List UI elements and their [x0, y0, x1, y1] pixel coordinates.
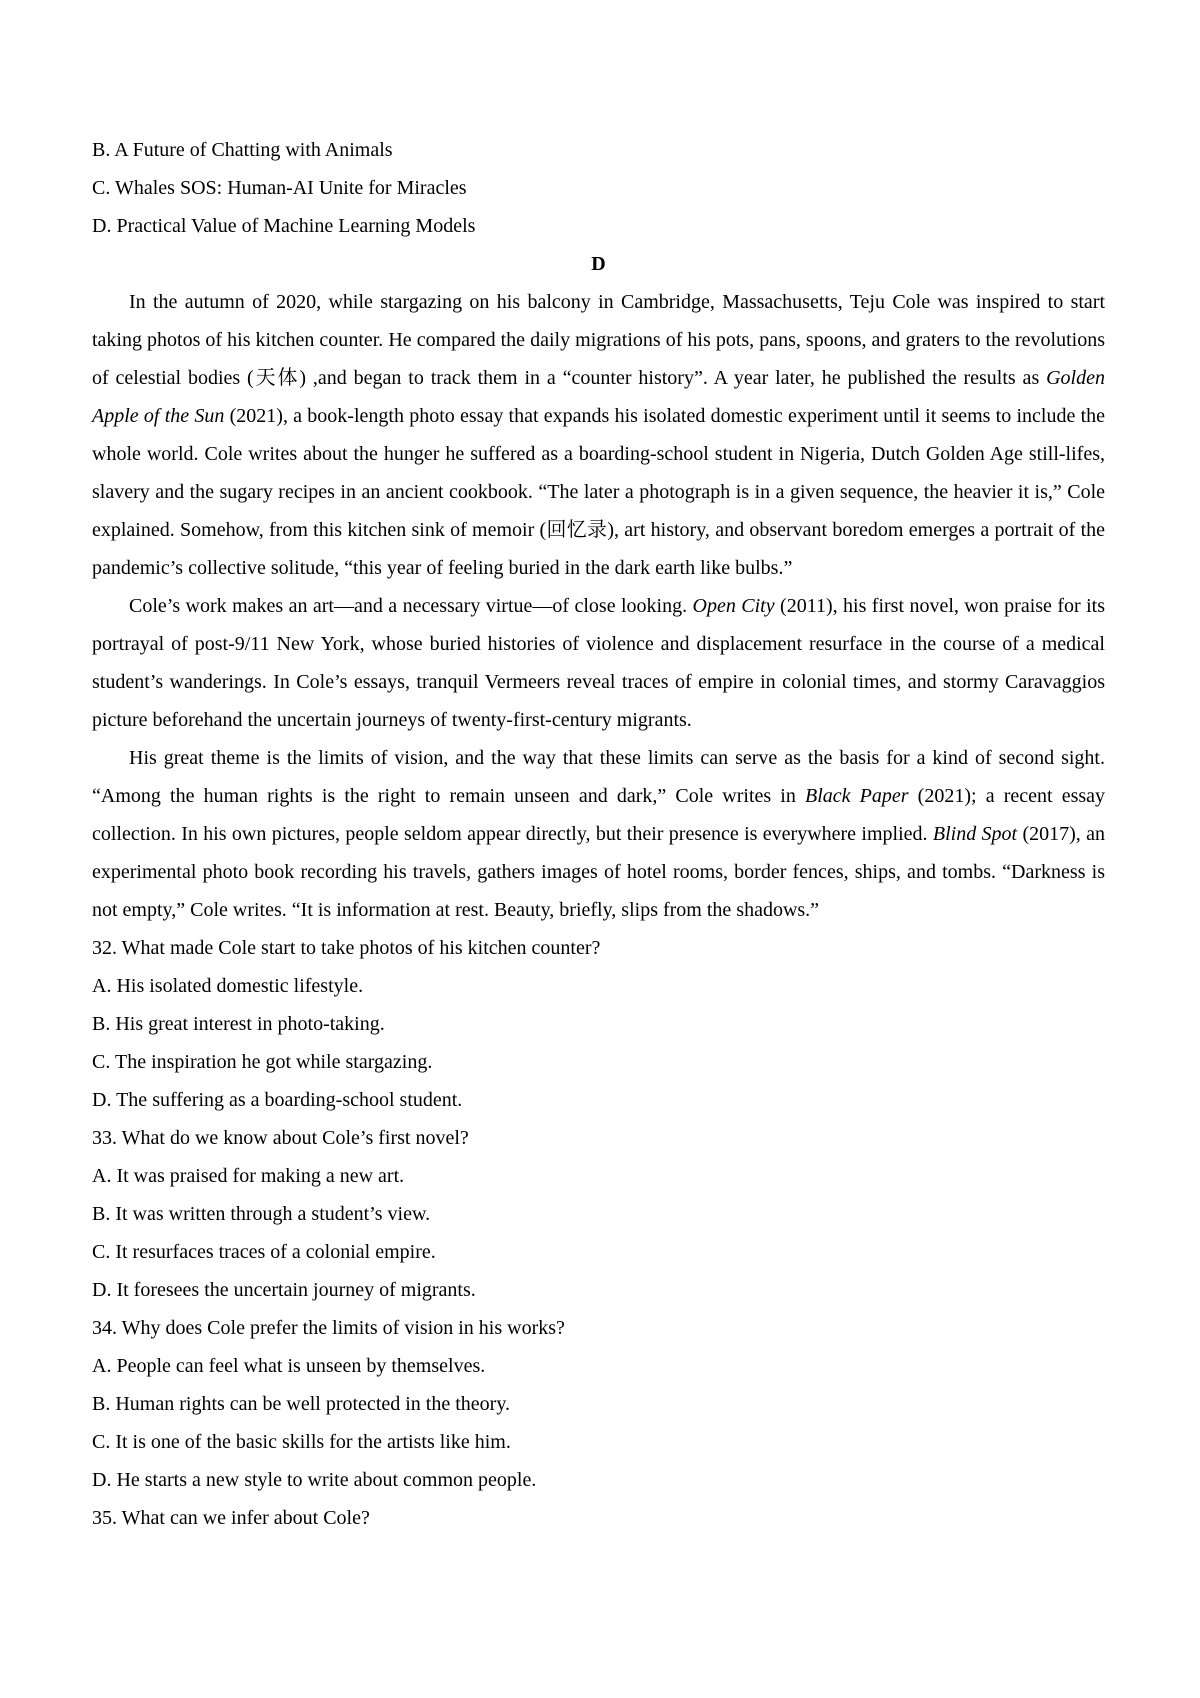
passage-paragraph — [92, 283, 1105, 587]
answer-option — [92, 169, 1105, 207]
question-number: 34. — [92, 1317, 117, 1339]
option-text: Practical Value of Machine Learning Models — [116, 215, 476, 237]
option-text: It was written through a student’s view. — [115, 1203, 431, 1225]
book-title: Black Paper — [805, 785, 909, 807]
option-text: He starts a new style to write about common people. — [116, 1469, 537, 1491]
book-title: Open City — [692, 595, 775, 617]
option-text: Human rights can be well protected in the theory. — [115, 1393, 511, 1415]
question-text: What do we know about Cole’s first novel? — [121, 1127, 469, 1149]
answer-option — [92, 1081, 1105, 1119]
answer-option — [92, 1005, 1105, 1043]
passage-text: (2021), a book-length photo essay that expands his isolated domestic experiment until it seems to include the whole world. Cole writes about the hunger he suffered as a boarding-school student in Nigeria, Dutch Golden Age still-lifes, slavery and the sugary recipes in an ancient cookbook. “The later a photograph is in a given sequence, the heavier it is,” Cole explained. Somehow, from this kitchen sink of memoir (回忆录), art history, and observant boredom emerges a portrait of the pandemic’s collective solitude, “this year of feeling buried in the dark earth like bulbs.” — [92, 405, 1106, 579]
question-list — [92, 929, 1105, 1537]
passage-paragraph — [92, 739, 1105, 929]
passage-text: (2011), his first novel, won praise for its portrayal of post-9/11 New York, whose buried histories of violence and displacement resurface in the course of a medical student’s wanderings. In Cole’s essays, tranquil Vermeers reveal traces of empire in colonial times, and stormy Caravaggios picture beforehand the uncertain journeys of twenty-first-century migrants. — [92, 595, 1105, 731]
passage-section-heading: D — [591, 253, 606, 275]
question-item — [92, 929, 1105, 1119]
answer-option — [92, 1157, 1105, 1195]
option-key: C. — [92, 1241, 111, 1263]
question-text: What made Cole start to take photos of his kitchen counter? — [121, 937, 601, 959]
option-key: A. — [92, 1355, 112, 1377]
passage-text: In the autumn of 2020, while stargazing on his balcony in Cambridge, Massachusetts, Teju Cole was inspired to start taking photos of his kitchen counter. He compared the daily migrations of his pots, pans, spoons, and graters to the revolutions of celestial bodies (天体) ,and began to track them in a “counter history”. A year later, he published the results as — [92, 291, 1105, 389]
option-text: It foresees the uncertain journey of migrants. — [116, 1279, 476, 1301]
option-key: C. — [92, 1051, 111, 1073]
option-key: D. — [92, 1279, 112, 1301]
passage-text: (2021); a recent essay collection. In his own pictures, people seldom appear directly, but their presence is everywhere implied. — [92, 785, 1106, 845]
option-text: The suffering as a boarding-school student. — [116, 1089, 463, 1111]
question-prompt — [92, 1119, 1105, 1157]
option-text: A Future of Chatting with Animals — [114, 139, 393, 161]
book-title: Blind Spot — [932, 823, 1018, 845]
option-text: Whales SOS: Human-AI Unite for Miracles — [114, 177, 467, 199]
answer-option — [92, 1385, 1105, 1423]
option-key: A. — [92, 975, 112, 997]
option-key: B. — [92, 1013, 111, 1035]
option-key: D. — [92, 215, 112, 237]
option-key: D. — [92, 1469, 112, 1491]
book-title: Golden Apple of the Sun — [92, 367, 1105, 427]
option-key: B. — [92, 1393, 111, 1415]
reading-passage — [92, 283, 1105, 929]
question-text: Why does Cole prefer the limits of vision in his works? — [121, 1317, 565, 1339]
question-number: 33. — [92, 1127, 117, 1149]
option-text: It was praised for making a new art. — [116, 1165, 405, 1187]
question-prompt — [92, 1499, 1105, 1537]
question-prompt — [92, 929, 1105, 967]
option-key: A. — [92, 1165, 112, 1187]
passage-text: (2017), an experimental photo book recording his travels, gathers images of hotel rooms, border fences, ships, and tombs. “Darkness is not empty,” Cole writes. “It is information at rest. Beauty, briefly, slips from the shadows.” — [92, 823, 1105, 921]
option-key: D. — [92, 1089, 112, 1111]
option-key: B. — [92, 139, 111, 161]
answer-option — [92, 1461, 1105, 1499]
question-prompt — [92, 1309, 1105, 1347]
answer-option — [92, 1423, 1105, 1461]
question-text: What can we infer about Cole? — [121, 1507, 370, 1529]
option-text: His isolated domestic lifestyle. — [116, 975, 364, 997]
option-text: People can feel what is unseen by themselves. — [116, 1355, 486, 1377]
passage-text: His great theme is the limits of vision, and the way that these limits can serve as the basis for a kind of second sight. “Among the human rights is the right to remain unseen and dark,” Cole writes in — [92, 747, 1105, 807]
answer-option — [92, 207, 1105, 245]
question-number: 35. — [92, 1507, 117, 1529]
answer-option — [92, 1347, 1105, 1385]
question-item — [92, 1309, 1105, 1499]
passage-paragraph — [92, 587, 1105, 739]
question-item — [92, 1499, 1105, 1537]
answer-option — [92, 1195, 1105, 1233]
answer-option — [92, 1043, 1105, 1081]
answer-option — [92, 1271, 1105, 1309]
passage-text: Cole’s work makes an art—and a necessary virtue—of close looking. — [129, 595, 693, 617]
option-text: The inspiration he got while stargazing. — [114, 1051, 433, 1073]
question-item — [92, 1119, 1105, 1309]
option-text: It is one of the basic skills for the artists like him. — [115, 1431, 511, 1453]
option-key: C. — [92, 1431, 111, 1453]
option-text: His great interest in photo-taking. — [115, 1013, 385, 1035]
answer-option — [92, 1233, 1105, 1271]
question-number: 32. — [92, 937, 117, 959]
option-key: C. — [92, 177, 111, 199]
answer-option — [92, 967, 1105, 1005]
previous-question-options — [92, 131, 1105, 245]
option-key: B. — [92, 1203, 111, 1225]
option-text: It resurfaces traces of a colonial empire. — [115, 1241, 436, 1263]
answer-option — [92, 131, 1105, 169]
